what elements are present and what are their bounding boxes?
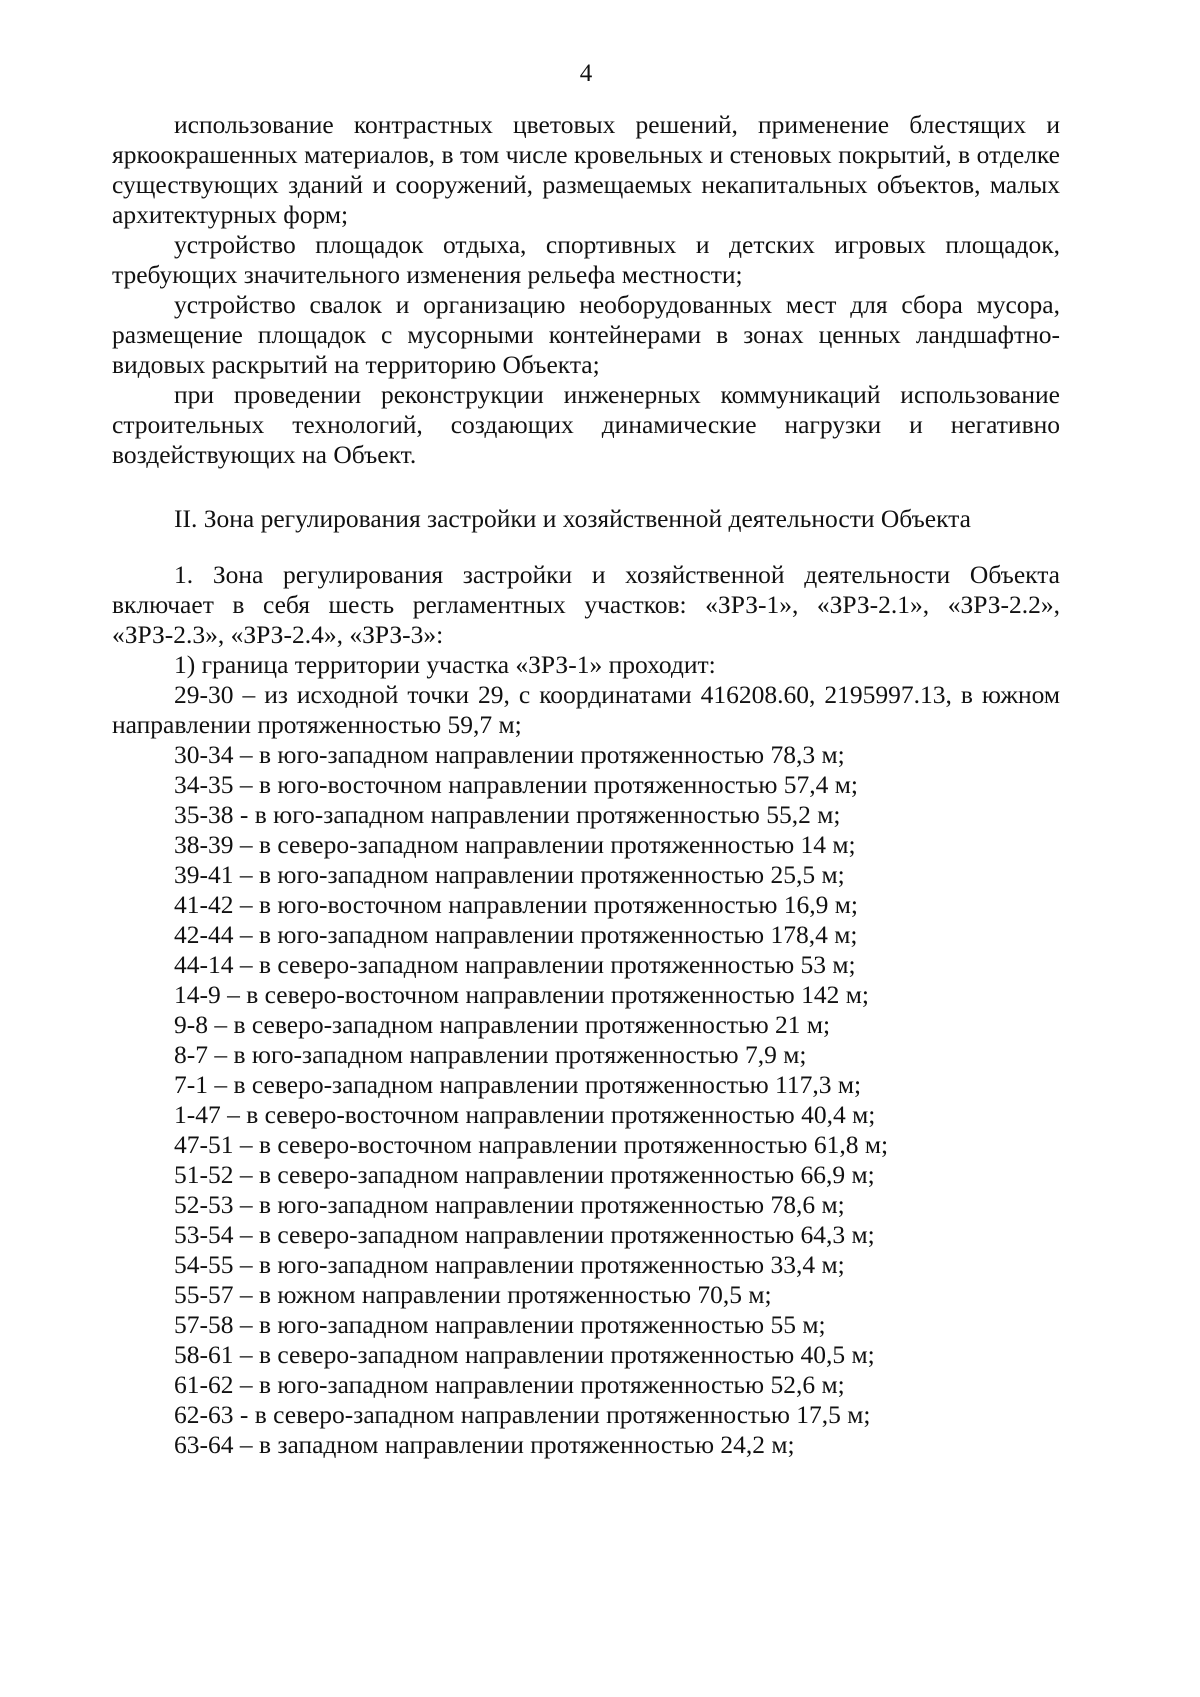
- boundary-segment: 51-52 – в северо-западном направлении протяженностью 66,9 м;: [174, 1160, 875, 1189]
- boundary-segment: 34-35 – в юго-восточном направлении протяженностью 57,4 м;: [174, 770, 859, 799]
- boundary-segment: 35-38 - в юго-западном направлении протяженностью 55,2 м;: [174, 800, 841, 829]
- boundary-segment: 9-8 – в северо-западном направлении протяженностью 21 м;: [174, 1010, 831, 1039]
- boundary-segment: 41-42 – в юго-восточном направлении протяженностью 16,9 м;: [174, 890, 859, 919]
- boundary-segment: 52-53 – в юго-западном направлении протяженностью 78,6 м;: [174, 1190, 845, 1219]
- boundary-segment: 1-47 – в северо-восточном направлении протяженностью 40,4 м;: [174, 1100, 876, 1129]
- boundary-segment: 7-1 – в северо-западном направлении протяженностью 117,3 м;: [174, 1070, 862, 1099]
- boundary-segment: 38-39 – в северо-западном направлении протяженностью 14 м;: [174, 830, 856, 859]
- section-paragraph: 29-30 – из исходной точки 29, с координатами 416208.60, 2195997.13, в южном направлении протяженностью 59,7 м;: [112, 680, 1060, 739]
- boundary-segment: 42-44 – в юго-западном направлении протяженностью 178,4 м;: [174, 920, 858, 949]
- boundary-segment: 54-55 – в юго-западном направлении протяженностью 33,4 м;: [174, 1250, 845, 1279]
- boundary-segment: 58-61 – в северо-западном направлении протяженностью 40,5 м;: [174, 1340, 875, 1369]
- boundary-segment: 57-58 – в юго-западном направлении протяженностью 55 м;: [174, 1310, 826, 1339]
- boundary-segment: 61-62 – в юго-западном направлении протяженностью 52,6 м;: [174, 1370, 845, 1399]
- boundary-segment: 47-51 – в северо-восточном направлении протяженностью 61,8 м;: [174, 1130, 889, 1159]
- boundary-segment: 44-14 – в северо-западном направлении протяженностью 53 м;: [174, 950, 856, 979]
- boundary-segment: 55-57 – в южном направлении протяженностью 70,5 м;: [174, 1280, 772, 1309]
- boundary-segment: 39-41 – в юго-западном направлении протяженностью 25,5 м;: [174, 860, 845, 889]
- page-number: 4: [579, 60, 593, 87]
- boundary-segment: 30-34 – в юго-западном направлении протяженностью 78,3 м;: [174, 740, 845, 769]
- intro-paragraph: устройство площадок отдыха, спортивных и детских игровых площадок, требующих значительного изменения рельефа местности;: [112, 230, 1060, 289]
- intro-paragraph: при проведении реконструкции инженерных коммуникаций использование строительных технологий, создающих динамические нагрузки и негативно воздействующих на Объект.: [112, 380, 1060, 469]
- document-body: [112, 110, 1060, 1460]
- boundary-segment-list: [112, 740, 1060, 1460]
- boundary-segment: 8-7 – в юго-западном направлении протяженностью 7,9 м;: [174, 1040, 807, 1069]
- section-paragraph: 1) граница территории участка «ЗРЗ-1» проходит:: [174, 650, 716, 679]
- intro-paragraph: устройство свалок и организацию необорудованных мест для сбора мусора, размещение площадок с мусорными контейнерами в зонах ценных ландшафтно-видовых раскрытий на территорию Объекта;: [112, 290, 1060, 379]
- boundary-segment: 62-63 - в северо-западном направлении протяженностью 17,5 м;: [174, 1400, 871, 1429]
- boundary-segment: 14-9 – в северо-восточном направлении протяженностью 142 м;: [174, 980, 869, 1009]
- intro-paragraph: использование контрастных цветовых решений, применение блестящих и яркоокрашенных материалов, в том числе кровельных и стеновых покрытий, в отделке существующих зданий и сооружений, размещаемых некапитальных объектов, малых архитектурных форм;: [112, 110, 1060, 229]
- boundary-segment: 63-64 – в западном направлении протяженностью 24,2 м;: [174, 1430, 795, 1459]
- section-paragraph: 1. Зона регулирования застройки и хозяйственной деятельности Объекта включает в себя шесть регламентных участков: «ЗРЗ-1», «ЗРЗ-2.1», «ЗРЗ-2.2», «ЗРЗ-2.3», «ЗРЗ-2.4», «ЗРЗ-3»:: [112, 560, 1060, 649]
- section-heading: II. Зона регулирования застройки и хозяйственной деятельности Объекта: [174, 504, 971, 533]
- boundary-segment: 53-54 – в северо-западном направлении протяженностью 64,3 м;: [174, 1220, 875, 1249]
